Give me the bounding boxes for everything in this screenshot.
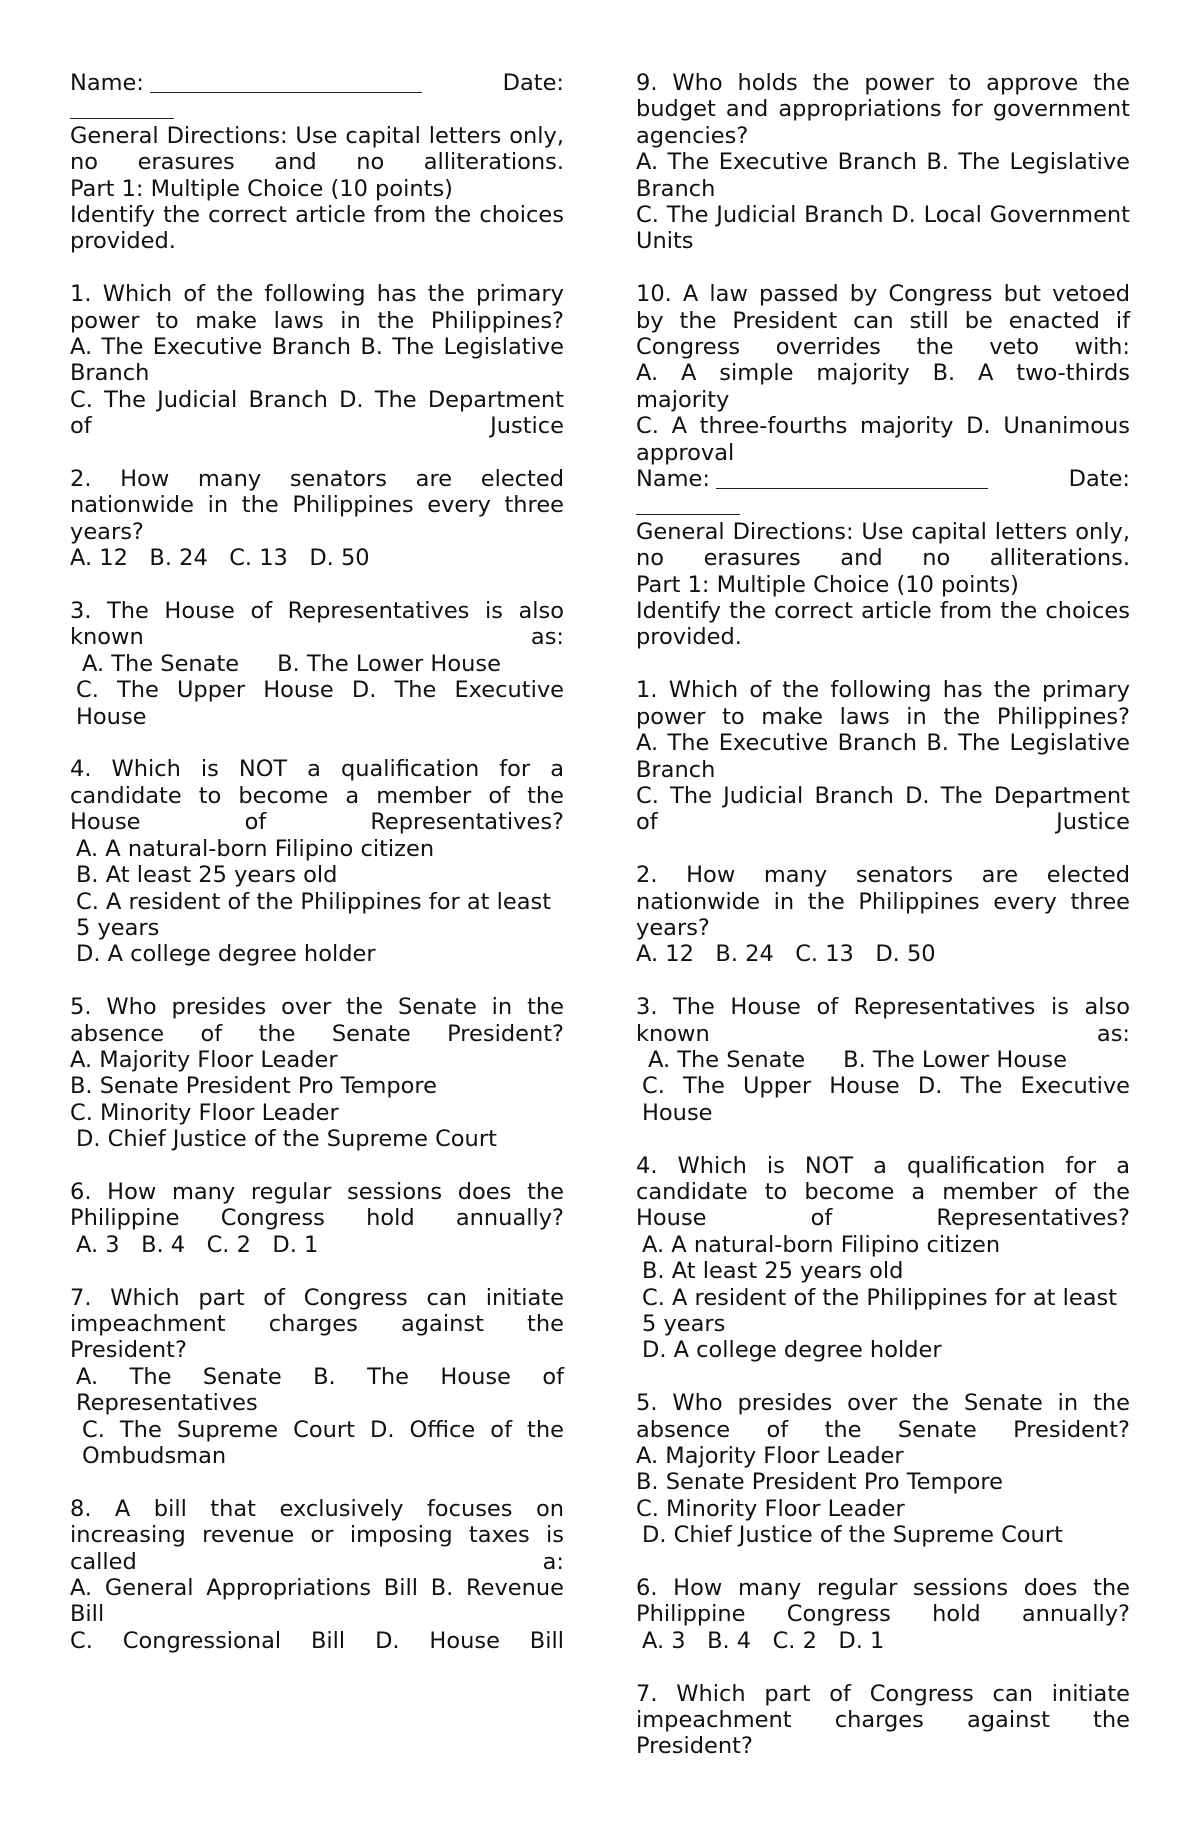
question-10: 10. A law passed by Congress but vetoed by the President can still be enacted if Congress overrides the veto with: [636, 281, 1130, 361]
q7-option-d: D. Office of the Ombudsman [82, 1416, 564, 1469]
q9-option-d: D. Local Government Units [636, 202, 1131, 255]
q3-option-c: C. The Upper House [76, 677, 334, 704]
q7-options-ab [70, 1364, 564, 1417]
q10-option-c: C. A three-fourths majority [636, 413, 954, 440]
q3-option-d: D. The Executive House [76, 677, 564, 730]
part-heading: Part 1: Multiple Choice (10 points) [70, 175, 453, 202]
q8-option-b: B. Revenue Bill [70, 1575, 564, 1628]
q4-option-c: C. A resident of the Philippines for at least 5 years [76, 888, 552, 941]
q4-option-b: B. At least 25 years old [76, 862, 338, 889]
question-1-copy: 1. Which of the following has the primary power to make laws in the Philippines? [636, 677, 1130, 730]
question-3-copy: 3. The House of Representatives is also known as: [636, 994, 1130, 1047]
q1-options-ab-copy: A. The Executive Branch B. The Legislative Branch [636, 730, 1130, 783]
question-5: 5. Who presides over the Senate in the absence of the Senate President? [70, 994, 564, 1047]
q7-option-a: A. The Senate [76, 1363, 282, 1390]
question-2: 2. How many senators are elected nationwide in the Philippines every three years? [70, 466, 564, 545]
q5-option-b: B. Senate President Pro Tempore [70, 1073, 438, 1100]
q3-option-a-copy: A. The Senate [648, 1046, 806, 1073]
q3-options-cd [70, 677, 564, 730]
q6-options-copy: A. 3 B. 4 C. 2 D. 1 [642, 1627, 885, 1654]
question-7-copy: 7. Which part of Congress can initiate impeachment charges against the President? [636, 1680, 1130, 1760]
q8-options-cd [70, 1628, 564, 1654]
directions: General Directions: Use capital letters only, no erasures and no alliterations. [70, 122, 564, 176]
name-date-line [70, 70, 564, 96]
instructions-copy: Identify the correct article from the choices provided. [636, 598, 1130, 651]
q5-option-c-copy: C. Minority Floor Leader [636, 1495, 905, 1522]
q4-option-b-copy: B. At least 25 years old [642, 1258, 904, 1285]
instructions: Identify the correct article from the choices provided. [70, 202, 564, 255]
date-blank-line-copy [636, 492, 1130, 518]
date-label: Date: [502, 70, 564, 96]
question-5-copy: 5. Who presides over the Senate in the absence of the Senate President? [636, 1390, 1130, 1443]
question-7: 7. Which part of Congress can initiate impeachment charges against the President? [70, 1284, 564, 1364]
q7-options-cd [70, 1417, 564, 1470]
q10-options-cd [636, 413, 1130, 466]
q3-option-d-copy: D. The Executive House [642, 1073, 1130, 1126]
q7-option-c: C. The Supreme Court [82, 1416, 355, 1443]
q3-options-cd-copy [636, 1073, 1130, 1126]
q1-options-cd-copy: C. The Judicial Branch D. The Department of Justice [636, 782, 1130, 836]
q4-option-a-copy: A. A natural-born Filipino citizen [642, 1231, 1001, 1258]
name-blank-copy [716, 488, 988, 489]
question-3: 3. The House of Representatives is also known as: [70, 598, 564, 651]
q4-option-c-copy: C. A resident of the Philippines for at least 5 years [642, 1284, 1118, 1337]
q8-option-c: C. Congressional Bill [70, 1627, 346, 1654]
q5-option-b-copy: B. Senate President Pro Tempore [636, 1469, 1004, 1496]
q3-option-b-copy: B. The Lower House [843, 1046, 1067, 1073]
q2-options-copy: A. 12 B. 24 C. 13 D. 50 [636, 941, 936, 968]
q9-option-c: C. The Judicial Branch [636, 202, 884, 229]
q6-options: A. 3 B. 4 C. 2 D. 1 [76, 1231, 319, 1258]
q5-option-d: D. Chief Justice of the Supreme Court [76, 1126, 497, 1153]
question-6-copy: 6. How many regular sessions does the Philippine Congress hold annually? [636, 1575, 1130, 1628]
q5-option-d-copy: D. Chief Justice of the Supreme Court [642, 1522, 1063, 1549]
q4-option-d: D. A college degree holder [76, 941, 376, 968]
q5-option-c: C. Minority Floor Leader [70, 1099, 339, 1126]
q9-options-ab: A. The Executive Branch B. The Legislative Branch [636, 149, 1130, 202]
question-1: 1. Which of the following has the primary power to make laws in the Philippines? [70, 281, 564, 334]
q1-options-ab: A. The Executive Branch B. The Legislative Branch [70, 334, 564, 387]
name-blank [150, 92, 422, 93]
left-column [70, 70, 564, 1654]
q10-options-ab [636, 360, 1130, 413]
question-4: 4. Which is NOT a qualification for a candidate to become a member of the House of Representatives? [70, 756, 564, 836]
directions-copy: General Directions: Use capital letters only, no erasures and no alliterations. [636, 518, 1130, 572]
right-column [636, 70, 1130, 1760]
name-label-copy: Name: [636, 466, 710, 493]
date-label-copy: Date: [1068, 466, 1130, 493]
date-blank-line [70, 96, 564, 122]
q3-options-ab-copy [636, 1047, 1130, 1073]
q5-option-a: A. Majority Floor Leader [70, 1046, 338, 1073]
q4-option-a: A. A natural-born Filipino citizen [76, 835, 435, 862]
q8-option-a: A. General Appropriations Bill [70, 1575, 418, 1601]
q1-options-cd: C. The Judicial Branch D. The Department of Justice [70, 386, 564, 440]
question-2-copy: 2. How many senators are elected nationwide in the Philippines every three years? [636, 862, 1130, 941]
name-date-line-copy [636, 466, 1130, 492]
name-label: Name: [70, 70, 144, 96]
q3-option-b: B. The Lower House [277, 650, 501, 677]
q10-option-b: B. A two-thirds majority [636, 360, 1130, 413]
q8-options-ab [70, 1575, 564, 1628]
question-8: 8. A bill that exclusively focuses on increasing revenue or imposing taxes is called a: [70, 1495, 564, 1575]
q3-option-a: A. The Senate [82, 650, 240, 677]
q5-option-a-copy: A. Majority Floor Leader [636, 1443, 904, 1469]
q7-option-b: B. The House of Representatives [76, 1363, 565, 1417]
q4-option-d-copy: D. A college degree holder [642, 1337, 942, 1364]
date-blank [70, 118, 174, 119]
q9-options-cd [636, 202, 1130, 255]
q8-option-d: D. House Bill [375, 1627, 564, 1654]
date-blank-copy [636, 514, 740, 515]
question-4-copy: 4. Which is NOT a qualification for a candidate to become a member of the House of Representatives? [636, 1152, 1130, 1232]
q3-option-c-copy: C. The Upper House [642, 1073, 900, 1100]
q3-options-ab [70, 651, 564, 677]
question-6: 6. How many regular sessions does the Philippine Congress hold annually? [70, 1178, 564, 1232]
q10-option-a: A. A simple majority [636, 360, 910, 387]
part-heading-copy: Part 1: Multiple Choice (10 points) [636, 571, 1019, 598]
q10-option-d: D. Unanimous approval [636, 413, 1131, 466]
question-9: 9. Who holds the power to approve the budget and appropriations for government agencies? [636, 70, 1130, 149]
q2-options: A. 12 B. 24 C. 13 D. 50 [70, 545, 370, 572]
